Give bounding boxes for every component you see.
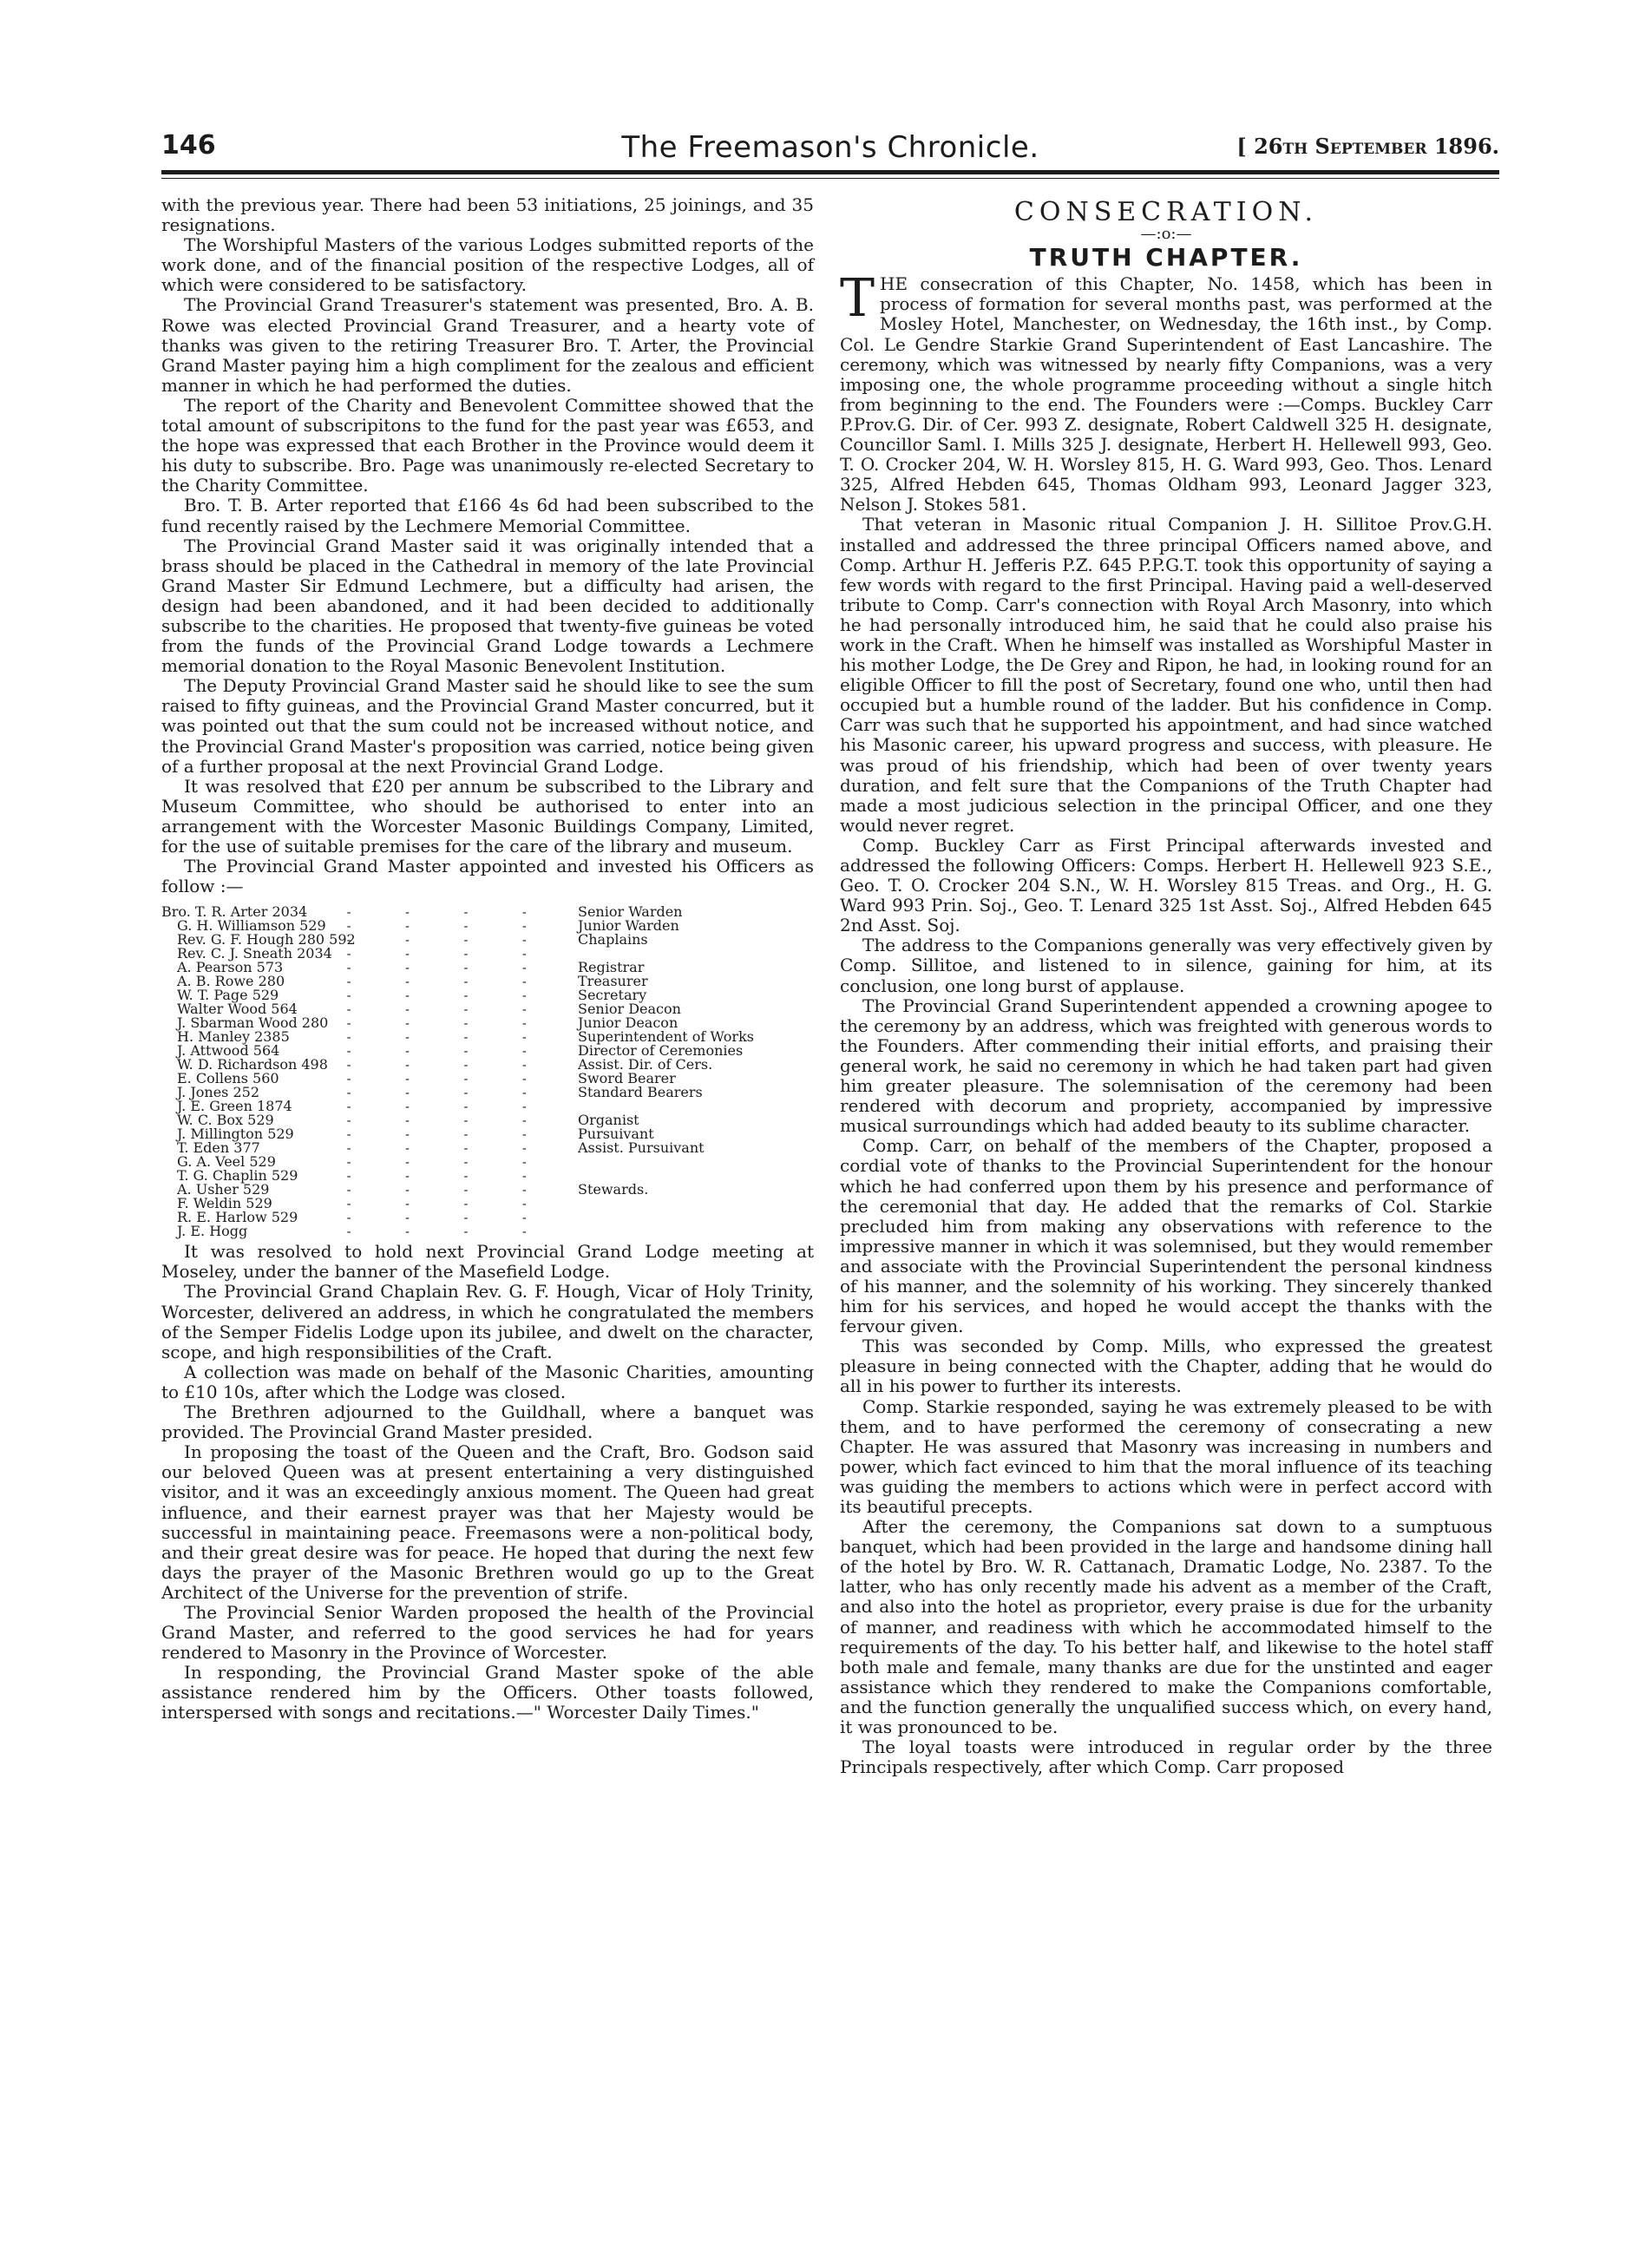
paragraph: The Deputy Provincial Grand Master said he should like to see the sum raised to fifty guineas, and the Provincial Grand Master concurred, but it was pointed out that the sum could not be increased without notice, and the Provincial Grand Master's proposition was carried, notice being given of a further proposal at the next Provincial Grand Lodge. — [161, 675, 814, 777]
officer-name: J. Sbarman Wood 280 — [177, 1014, 329, 1032]
left-paragraphs-top — [161, 195, 814, 896]
leader-dashes: - - - - — [331, 1156, 543, 1171]
officer-office: Secretary — [578, 987, 647, 1004]
officer-name: J. E. Hogg — [177, 1223, 248, 1240]
officer-office: Assist. Dir. of Cers. — [578, 1056, 713, 1073]
officer-name: Walter Wood 564 — [177, 1001, 298, 1018]
right-paragraphs — [840, 515, 1492, 1777]
leader-dashes: - - - - — [331, 1086, 543, 1101]
page-number: 146 — [161, 130, 216, 161]
officer-name: A. Pearson 573 — [177, 959, 284, 976]
first-paragraph — [840, 268, 1492, 515]
paragraph: Comp. Starkie responded, saying he was extremely pleased to be with them, and to have performed the ceremony of consecrating a new Chapter. He was assured that Masonry was increasing in numbers and power, which fact evinced to him that the moral influence of its teaching was guiding the members to actions which were in perfect accord with its beautiful precepts. — [840, 1395, 1492, 1517]
officer-name: G. A. Veel 529 — [177, 1153, 276, 1171]
officer-office: Director of Ceremonies — [578, 1042, 744, 1060]
officer-office: Organist — [578, 1112, 639, 1129]
leader-dashes: - - - - — [331, 1073, 543, 1087]
officer-name: J. E. Green 1874 — [177, 1098, 292, 1115]
leader-dashes: - - - - — [331, 934, 543, 948]
paragraph: The loyal toasts were introduced in regular order by the three Principals respectively, after which Comp. Carr proposed — [840, 1736, 1492, 1778]
officer-name: G. H. Williamson 529 — [177, 917, 326, 935]
officer-name: Bro. T. R. Arter 2034 — [161, 903, 308, 921]
right-column — [840, 195, 1492, 1777]
paragraph: The report of the Charity and Benevolent Committee showed that the total amount of subscripitons to the fund for the past year was £653, and the hope was expressed that each Brother in the Province would deem it his duty to subscribe. Bro. Page was unanimously re-elected Secretary to the Charity Committee. — [161, 394, 814, 496]
leader-dashes: - - - - — [331, 1059, 543, 1073]
paragraph: It was resolved that £20 per annum be subscribed to the Library and Museum Committee, who should be authorised to enter into an arrangement with the Worcester Masonic Buildings Company, Limited, for the use of suitable premises for the care of the library and museum. — [161, 775, 814, 857]
paragraph: This was seconded by Comp. Mills, who expressed the greatest pleasure in being connected with the Chapter, adding that he would do all in his power to further its interests. — [840, 1336, 1492, 1397]
paragraph: That veteran in Masonic ritual Companion J. H. Sillitoe Prov.G.H. installed and addressed the three principal Officers named above, and Comp. Arthur H. Jefferis P.Z. 645 P.P.G.T. took this opportunity of saying a few words with regard to the first Principal. Having paid a well-deserved tribute to Comp. Carr's connection with Royal Arch Masonry, into which he had personally introduced him, he said that he could also praise his work in the Craft. When he himself was installed as Worshipful Master in his mother Lodge, the De Grey and Ripon, he had, in looking round for an eligible Officer to fill the post of Secretary, found one who, until then had occupied but a humble round of the ladder. But his confidence in Comp. Carr was such that he supported his appointment, and had since watched his Masonic career, his upward progress and success, with pleasure. He was proud of his friendship, which had been of over twenty years duration, and felt sure that the Companions of the Truth Chapter had made a most judicious selection in the principal Officer, and one they would never regret. — [840, 514, 1492, 836]
leader-dashes: - - - - — [331, 1100, 543, 1115]
officer-name: J. Attwood 564 — [177, 1042, 280, 1060]
leader-dashes: - - - - — [331, 1142, 543, 1157]
paragraph: The Provincial Grand Treasurer's statement was presented, Bro. A. B. Rowe was elected Provincial Grand Treasurer, and a hearty vote of thanks was given to the retiring Treasurer Bro. T. Arter, the Provincial Grand Master paying him a high compliment for the zealous and efficient manner in which he had performed the duties. — [161, 294, 814, 396]
leader-dashes: - - - - — [331, 1003, 543, 1018]
leader-dashes: - - - - — [331, 1225, 543, 1240]
leader-dashes: - - - - — [331, 1128, 543, 1143]
left-column — [161, 195, 814, 1723]
officer-name: F. Weldin 529 — [177, 1195, 272, 1212]
paragraph: The Provincial Grand Master appointed and invested his Officers as follow :— — [161, 856, 814, 897]
paragraph: In responding, the Provincial Grand Master spoke of the able assistance rendered him by the Officers. Other toasts followed, interspersed with songs and recitations.—" Worcester Daily Times." — [161, 1662, 814, 1723]
paragraph: Bro. T. B. Arter reported that £166 4s 6d had been subscribed to the fund recently raised by the Lechmere Memorial Committee. — [161, 495, 814, 536]
officer-name: A. Usher 529 — [177, 1181, 270, 1198]
officer-office: Senior Deacon — [578, 1001, 681, 1018]
paragraph: The Provincial Grand Master said it was originally intended that a brass should be placed in the Cathedral in memory of the late Provincial Grand Master Sir Edmund Lechmere, but a difficulty had arisen, the design had been abandoned, and it had been decided to additionally subscribe to the charities. He proposed that twenty-five guineas be voted from the funds of the Provincial Grand Lodge towards a Lechmere memorial donation to the Royal Masonic Benevolent Institution. — [161, 535, 814, 677]
leader-dashes: - - - - — [331, 1211, 543, 1226]
officer-name: H. Manley 2385 — [177, 1028, 290, 1046]
paragraph: Comp. Carr, on behalf of the members of the Chapter, proposed a cordial vote of thanks to the Provincial Superintendent for the honour which he had conferred upon them by his presence and performance of the ceremonial that day. He added that the remarks of Col. Starkie precluded him from making any observations with reference to the impressive manner in which it was solemnised, but they would remember and associate with the Provincial Superintendent the personal kindness of his manner, and the solemnity of his working. They sincerely thanked him for his services, and hoped he would accept the thanks with the fervour given. — [840, 1135, 1492, 1337]
officer-name: J. Millington 529 — [177, 1126, 294, 1143]
publication-title: The Freemason's Chronicle. — [621, 130, 1039, 165]
leader-dashes: - - - - — [331, 1017, 543, 1032]
leader-dashes: - - - - — [331, 1031, 543, 1046]
officer-name: T. G. Chaplin 529 — [177, 1167, 298, 1185]
leader-dashes: - - - - — [331, 975, 543, 990]
officer-office: Superintendent of Works — [578, 1028, 754, 1046]
first-paragraph-text: HE consecration of this Chapter, No. 1458, which has been in process of formation for several months past, was performed at the Mosley Hotel, Manchester, on Wednesday, the 16th inst., by Comp. Col. Le Gendre Starkie Grand Superintendent of East Lancashire. The ceremony, which was witnessed by nearly fifty Companions, was a very imposing one, the whole programme proceeding without a single hitch from beginning to the end. The Founders were :—Comps. Buckley Carr P.Prov.G. Dir. of Cer. 993 Z. designate, Robert Caldwell 325 H. designate, Councillor Saml. I. Mills 325 J. designate, Herbert H. Hellewell 993, Geo. T. O. Crocker 204, W. H. Worsley 815, H. G. Ward 993, Geo. Thos. Lenard 325, Alfred Hebden 645, Thomas Oldham 993, Leonard Jagger 323, Nelson J. Stokes 581. — [840, 273, 1492, 515]
officer-office: Chaplains — [578, 931, 648, 948]
officer-office: Treasurer — [578, 973, 648, 990]
officer-row — [161, 1211, 814, 1224]
paragraph: The address to the Companions generally was very effectively given by Comp. Sillitoe, and listened to in silence, gaining for him, at its conclusion, one long burst of applause. — [840, 935, 1492, 996]
officer-office: Assist. Pursuivant — [578, 1139, 705, 1157]
officer-office: Junior Warden — [578, 917, 679, 935]
officer-office: Pursuivant — [578, 1126, 654, 1143]
officer-name: Rev. G. F. Hough 280 592 — [177, 931, 356, 948]
officer-office: Senior Warden — [578, 903, 683, 921]
leader-dashes: - - - - — [331, 1198, 543, 1212]
paragraph: A collection was made on behalf of the Masonic Charities, amounting to £10 10s, after which the Lodge was closed. — [161, 1361, 814, 1402]
header-rule-thick — [161, 170, 1499, 174]
issue-date: [ 26th September 1896. — [1236, 134, 1499, 159]
officer-name: A. B. Rowe 280 — [177, 973, 285, 990]
article-subheading: TRUTH CHAPTER. — [1029, 243, 1303, 272]
section-separator: —:o:— — [1140, 225, 1192, 244]
paragraph: In proposing the toast of the Queen and the Craft, Bro. Godson said our beloved Queen was at present entertaining a very distinguished visitor, and it was an exceedingly anxious moment. The Queen had great influence, and their earnest prayer was that her Majesty would be successful in maintaining peace. Freemasons were a non-political body, and their great desire was for peace. He hoped that during the next few days the prayer of the Masonic Brethren would go up to the Great Architect of the Universe for the prevention of strife. — [161, 1441, 814, 1603]
officer-name: R. E. Harlow 529 — [177, 1209, 298, 1226]
left-paragraphs-bottom — [161, 1242, 814, 1723]
paragraph: The Provincial Senior Warden proposed the health of the Provincial Grand Master, and referred to the good services he had for years rendered to Masonry in the Province of Worcester. — [161, 1601, 814, 1664]
officer-office: Stewards. — [578, 1181, 649, 1198]
page-header — [161, 130, 1499, 167]
officer-name: Rev. C. J. Sneath 2034 — [177, 945, 332, 962]
leader-dashes: - - - - — [331, 906, 543, 921]
officer-name: W. T. Page 529 — [177, 987, 279, 1004]
officer-office: Registrar — [578, 959, 645, 976]
paragraph: The Worshipful Masters of the various Lodges submitted reports of the work done, and of the financial position of the respective Lodges, all of which were considered to be satisfactory. — [161, 234, 814, 296]
officer-name: J. Jones 252 — [177, 1084, 259, 1101]
officers-list — [161, 905, 814, 1238]
officer-name: E. Collens 560 — [177, 1070, 279, 1087]
leader-dashes: - - - - — [331, 1114, 543, 1129]
officer-office: Standard Bearers — [578, 1084, 703, 1101]
paragraph: The Provincial Grand Superintendent appended a crowning apogee to the ceremony by an address, which was freighted with generous words to the Founders. After commending their initial efforts, and praising their general work, he said no ceremony in which he had taken part had given him greater pleasure. The solemnisation of the ceremony had been rendered with decorum and propriety, accompanied by impressive musical surroundings which had added beauty to its sublime character. — [840, 994, 1492, 1137]
leader-dashes: - - - - — [331, 1045, 543, 1060]
leader-dashes: - - - - — [331, 989, 543, 1004]
paragraph: with the previous year. There had been 53 initiations, 25 joinings, and 35 resignations. — [161, 194, 814, 236]
drop-cap: T — [840, 268, 875, 330]
leader-dashes: - - - - — [331, 920, 543, 935]
paragraph: The Provincial Grand Chaplain Rev. G. F. Hough, Vicar of Holy Trinity, Worcester, delivered an address, in which he congratulated the members of the Semper Fidelis Lodge upon its jubilee, and dwelt on the character, scope, and high responsibilities of the Craft. — [161, 1281, 814, 1362]
leader-dashes: - - - - — [331, 1170, 543, 1185]
section-heading: CONSECRATION. — [1013, 197, 1319, 227]
paragraph: Comp. Buckley Carr as First Principal afterwards invested and addressed the following Officers: Comps. Herbert H. Hellewell 923 S.E., Geo. T. O. Crocker 204 S.N., W. H. Worsley 815 Treas. and Org., H. G. Ward 993 Prin. Soj., Geo. T. Lenard 325 1st Asst. Soj., Alfred Hebden 645 2nd Asst. Soj. — [840, 834, 1492, 936]
leader-dashes: - - - - — [331, 1184, 543, 1198]
officer-name: T. Eden 377 — [177, 1139, 260, 1157]
paragraph: After the ceremony, the Companions sat down to a sumptuous banquet, which had been provided in the large and handsome dining hall of the hotel by Bro. W. R. Cattanach, Dramatic Lodge, No. 2387. To the latter, who has only recently made his advent as a member of the Craft, and also into the hotel as proprietor, every praise is due for the urbanity of manner, and readiness with which he accommodated himself to the requirements of the day. To his better half, and likewise to the hotel staff both male and female, many thanks are due for the unstinted and eager assistance which they rendered to make the Companions comfortable, and the function generally the unqualified success which, on every hand, it was pronounced to be. — [840, 1516, 1492, 1738]
leader-dashes: - - - - — [331, 962, 543, 976]
officer-office: Junior Deacon — [578, 1014, 678, 1032]
officer-office: Sword Bearer — [578, 1070, 676, 1087]
paragraph: It was resolved to hold next Provincial Grand Lodge meeting at Moseley, under the banner of the Masefield Lodge. — [161, 1241, 814, 1283]
officer-row — [161, 1224, 814, 1238]
leader-dashes: - - - - — [331, 948, 543, 962]
officer-name: W. D. Richardson 498 — [177, 1056, 328, 1073]
officer-name: W. C. Box 529 — [177, 1112, 274, 1129]
header-rule-thin — [161, 178, 1499, 179]
paragraph: The Brethren adjourned to the Guildhall, where a banquet was provided. The Provincial Grand Master presided. — [161, 1401, 814, 1443]
